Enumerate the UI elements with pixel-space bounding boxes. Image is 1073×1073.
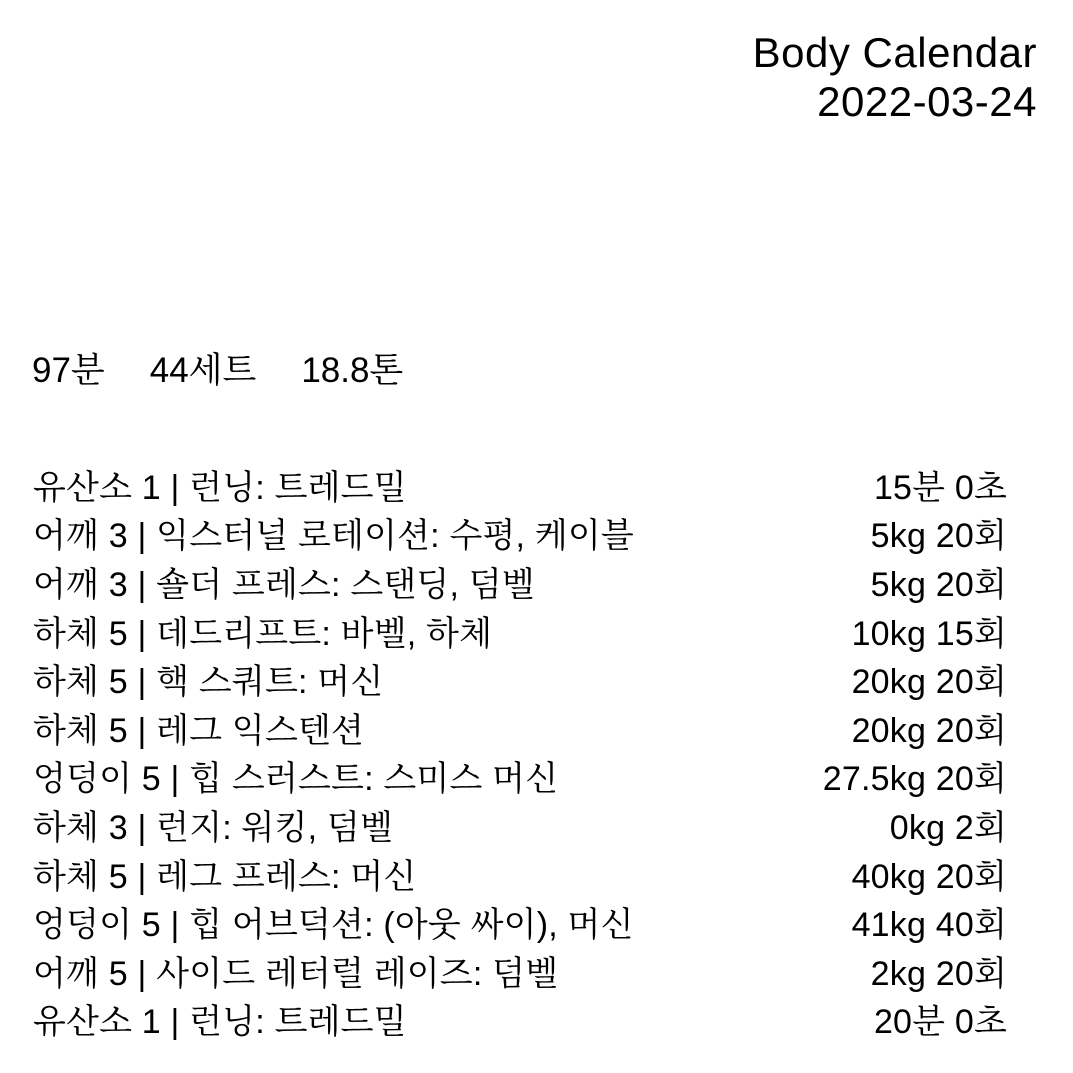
- workout-name: 유산소 1 | 런닝: 트레드밀: [33, 468, 407, 507]
- workout-row: [33, 606, 1007, 655]
- workout-name: 어깨 3 | 숄더 프레스: 스탠딩, 덤벨: [33, 565, 535, 604]
- app-title: Body Calendar: [752, 29, 1037, 76]
- workout-row: [33, 849, 1007, 898]
- workout-row: [33, 557, 1007, 606]
- workout-row: [33, 460, 1007, 509]
- workout-value: 20분 0초: [873, 1003, 1007, 1042]
- report-header: [753, 28, 1037, 126]
- workout-value: 41kg 40회: [851, 906, 1007, 945]
- summary-total-sets: 44세트: [149, 351, 257, 390]
- workout-name: 하체 5 | 레그 익스텐션: [33, 711, 365, 750]
- workout-row: [33, 800, 1007, 849]
- workout-value: 5kg 20회: [870, 565, 1007, 604]
- workout-list: [33, 460, 1007, 1043]
- workout-row: [33, 509, 1007, 558]
- workout-value: 20kg 20회: [851, 711, 1007, 750]
- workout-name: 하체 5 | 핵 스쿼트: 머신: [33, 663, 384, 702]
- workout-value: 15분 0초: [873, 468, 1007, 507]
- workout-row: [33, 897, 1007, 946]
- summary-total-volume: 18.8톤: [301, 351, 404, 390]
- workout-value: 27.5kg 20회: [822, 760, 1007, 799]
- workout-row: [33, 654, 1007, 703]
- workout-row: [33, 946, 1007, 995]
- workout-name: 하체 5 | 레그 프레스: 머신: [33, 857, 417, 896]
- workout-name: 하체 5 | 데드리프트: 바벨, 하체: [33, 614, 493, 653]
- workout-name: 엉덩이 5 | 힙 스러스트: 스미스 머신: [33, 760, 559, 799]
- workout-value: 5kg 20회: [870, 517, 1007, 556]
- workout-name: 하체 3 | 런지: 워킹, 덤벨: [33, 808, 394, 847]
- workout-row: [33, 703, 1007, 752]
- workout-value: 10kg 15회: [851, 614, 1007, 653]
- workout-name: 엉덩이 5 | 힙 어브덕션: (아웃 싸이), 머신: [33, 906, 634, 945]
- workout-value: 0kg 2회: [889, 808, 1007, 847]
- report-date: 2022-03-24: [817, 78, 1037, 125]
- workout-value: 2kg 20회: [870, 954, 1007, 993]
- workout-row: [33, 752, 1007, 801]
- workout-name: 어깨 5 | 사이드 레터럴 레이즈: 덤벨: [33, 954, 559, 993]
- workout-name: 어깨 3 | 익스터널 로테이션: 수평, 케이블: [33, 517, 634, 556]
- workout-summary: [32, 347, 403, 395]
- workout-value: 20kg 20회: [851, 663, 1007, 702]
- summary-total-minutes: 97분: [32, 351, 105, 390]
- workout-row: [33, 995, 1007, 1044]
- workout-name: 유산소 1 | 런닝: 트레드밀: [33, 1003, 407, 1042]
- workout-value: 40kg 20회: [851, 857, 1007, 896]
